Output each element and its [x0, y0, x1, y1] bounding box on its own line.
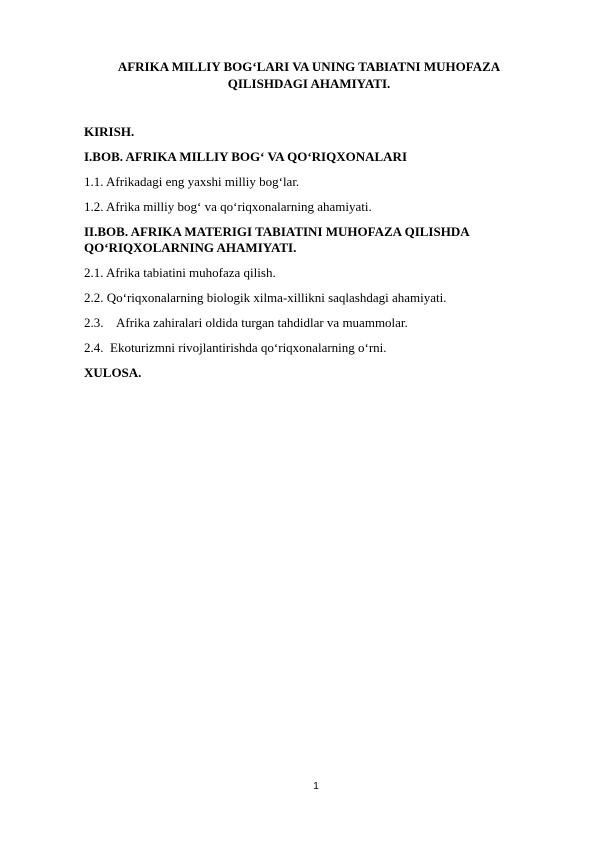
toc-item-2-4-text: Ekoturizmni rivojlantirishda qo‘riqxonalarning o‘rni. [110, 340, 387, 355]
toc-chapter-2: II.BOB. AFRIKA MATERIGI TABIATINI MUHOFAZA QILISHDA QO‘RIQXOLARNING AHAMIYATI. [84, 224, 469, 255]
toc-item-2-3 [84, 315, 524, 331]
toc-item-2-4-number: 2.4. [84, 340, 104, 355]
table-of-contents [84, 124, 524, 390]
toc-item-1-2: 1.2. Afrika milliy bog‘ va qo‘riqxonalarning ahamiyati. [84, 199, 372, 214]
toc-introduction: KIRISH. [84, 124, 135, 139]
toc-item-2-3-number: 2.3. [84, 315, 104, 330]
toc-item-2-2: 2.2. Qo‘riqxonalarning biologik xilma-xillikni saqlashdagi ahamiyati. [84, 290, 447, 305]
page-number: 1 [313, 781, 319, 792]
toc-item-2-1: 2.1. Afrika tabiatini muhofaza qilish. [84, 265, 276, 280]
toc-chapter-1: I.BOB. AFRIKA MILLIY BOG‘ VA QO‘RIQXONALARI [84, 149, 408, 164]
toc-conclusion: XULOSA. [84, 365, 142, 380]
document-title: AFRIKA MILLIY BOG‘LARI VA UNING TABIATNI MUHOFAZA QILISHDAGI AHAMIYATI. [117, 59, 501, 91]
toc-item-1-1: 1.1. Afrikadagi eng yaxshi milliy bog‘lar. [84, 174, 300, 189]
toc-item-2-4 [84, 340, 524, 356]
toc-item-2-3-text: Afrika zahiralari oldida turgan tahdidlar va muammolar. [116, 315, 408, 330]
